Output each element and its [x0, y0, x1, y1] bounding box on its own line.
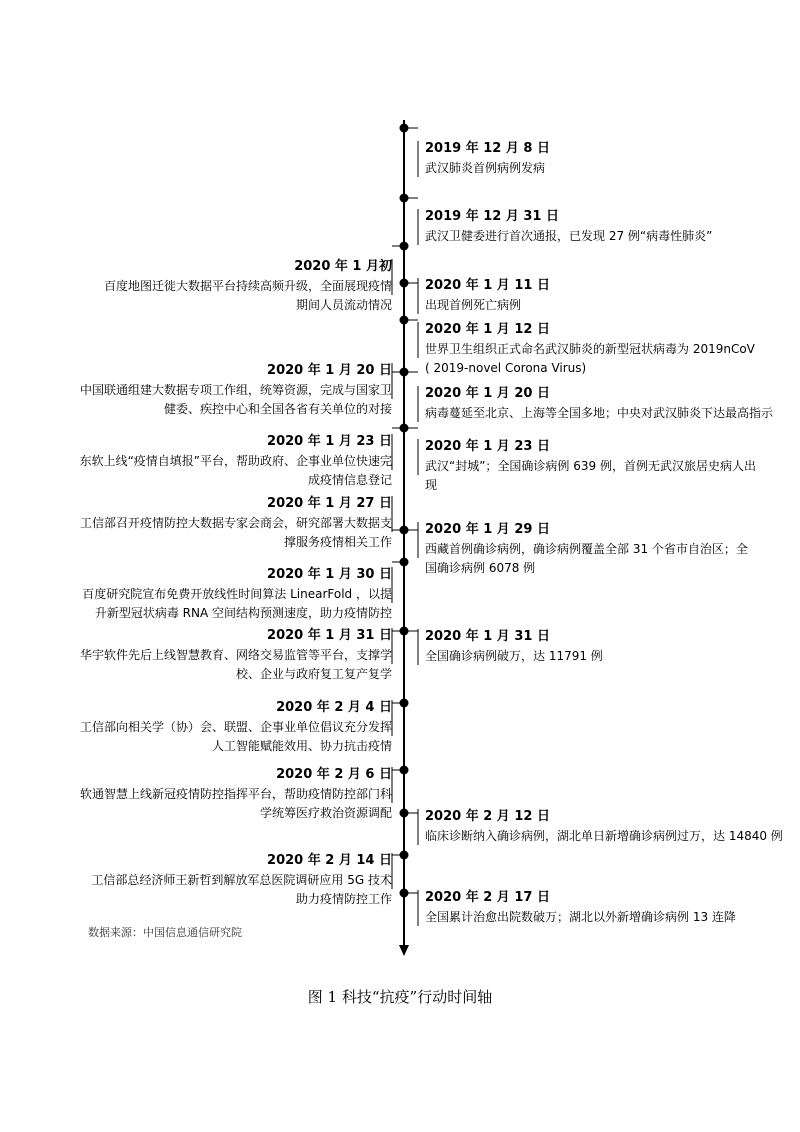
event-text: 病毒蔓延至北京、上海等全国多地；中央对武汉肺炎下达最高指示	[425, 406, 774, 420]
event-date: 2020 年 1 月 20 日	[267, 363, 392, 378]
timeline-event	[425, 437, 797, 495]
timeline-dot	[400, 851, 409, 860]
event-date: 2019 年 12 月 8 日	[425, 141, 550, 156]
timeline-event	[425, 384, 797, 423]
event-text: 武汉卫健委进行首次通报，已发现 27 例“病毒性肺炎”	[425, 229, 713, 243]
timeline-event	[40, 851, 392, 909]
event-text: 软通智慧上线新冠疫情防控指挥平台，帮助疫情防控部门科	[79, 787, 392, 801]
event-date: 2020 年 1 月 12 日	[425, 322, 550, 337]
timeline-event	[425, 139, 797, 178]
event-date: 2020 年 1 月 30 日	[267, 567, 392, 582]
event-date: 2019 年 12 月 31 日	[425, 209, 559, 224]
timeline-event	[40, 432, 392, 490]
event-text: 期间人员流动情况	[295, 298, 392, 312]
event-date: 2020 年 1 月 31 日	[267, 628, 392, 643]
event-text: 撑服务疫情相关工作	[283, 535, 392, 549]
event-text: 全国确诊病例破万，达 11791 例	[425, 649, 603, 663]
timeline-dot	[400, 558, 409, 567]
figure-caption: 图 1 科技“抗疫”行动时间轴	[307, 988, 493, 1006]
timeline-dot	[400, 766, 409, 775]
event-date: 2020 年 1 月 20 日	[425, 386, 550, 401]
event-text: 东软上线“疫情自填报”平台，帮助政府、企事业单位快速完	[79, 454, 392, 468]
event-text: 健委、疾控中心和全国各省有关单位的对接	[163, 402, 392, 416]
event-text: 工信部向相关学（协）会、联盟、企事业单位倡议充分发挥	[79, 720, 392, 734]
event-text: 世界卫生组织正式命名武汉肺炎的新型冠状病毒为 2019nCoV	[425, 342, 755, 356]
event-text: 工信部总经济师王新哲到解放军总医院调研应用 5G 技术	[91, 873, 392, 887]
event-date: 2020 年 1 月 29 日	[425, 522, 550, 537]
event-text: 出现首例死亡病例	[425, 298, 522, 312]
timeline-arrow	[399, 945, 409, 956]
timeline-event	[425, 520, 797, 578]
event-text: 武汉肺炎首例病例发病	[425, 161, 546, 175]
timeline-dot	[400, 124, 409, 133]
event-text: ( 2019-novel Corona Virus)	[425, 361, 587, 375]
event-date: 2020 年 1 月 27 日	[267, 496, 392, 511]
timeline-dot	[400, 279, 409, 288]
event-text: 武汉“封城”；全国确诊病例 639 例，首例无武汉旅居史病人出	[425, 459, 756, 473]
event-text: 西藏首例确诊病例，确诊病例覆盖全部 31 个省市自治区；全	[425, 542, 748, 556]
timeline-event	[425, 276, 797, 315]
event-date: 2020 年 2 月 14 日	[267, 853, 392, 868]
event-text: 校、企业与政府复工复产复学	[235, 667, 392, 681]
timeline-event	[425, 888, 797, 927]
timeline-dot	[400, 809, 409, 818]
timeline-dot	[400, 889, 409, 898]
event-text: 国确诊病例 6078 例	[425, 561, 536, 575]
timeline-event	[40, 361, 392, 419]
timeline-dot	[400, 699, 409, 708]
timeline-event	[40, 698, 392, 756]
event-text: 现	[425, 478, 438, 492]
event-text: 助力疫情防控工作	[295, 892, 392, 906]
timeline-event	[40, 257, 392, 315]
timeline-dot	[400, 316, 409, 325]
timeline-event	[425, 627, 797, 666]
timeline-event	[40, 494, 392, 552]
data-source-note: 数据来源：中国信息通信研究院	[88, 926, 242, 939]
timeline-event	[425, 207, 797, 246]
timeline-event	[40, 565, 392, 623]
event-text: 工信部召开疫情防控大数据专家会商会，研究部署大数据支	[79, 516, 392, 530]
event-text: 学统筹医疗救治资源调配	[259, 806, 392, 820]
event-text: 人工智能赋能效用、协力抗击疫情	[211, 739, 392, 753]
event-date: 2020 年 1 月 23 日	[425, 439, 550, 454]
event-date: 2020 年 1 月 23 日	[267, 434, 392, 449]
timeline-event	[40, 626, 392, 684]
event-date: 2020 年 1 月 11 日	[425, 278, 550, 293]
timeline-event	[425, 320, 797, 378]
timeline-event	[425, 807, 797, 846]
event-text: 成疫情信息登记	[307, 473, 392, 487]
event-date: 2020 年 1 月 31 日	[425, 629, 550, 644]
timeline-dot	[400, 242, 409, 251]
event-date: 2020 年 2 月 12 日	[425, 809, 550, 824]
event-date: 2020 年 1 月初	[294, 259, 392, 274]
event-text: 全国累计治愈出院数破万；湖北以外新增确诊病例 13 连降	[425, 910, 736, 924]
event-text: 中国联通组建大数据专项工作组，统筹资源，完成与国家卫	[79, 383, 392, 397]
event-text: 升新型冠状病毒 RNA 空间结构预测速度，助力疫情防控	[94, 606, 392, 620]
event-text: 百度地图迁徙大数据平台持续高频升级，全面展现疫情	[103, 279, 392, 293]
event-text: 华宇软件先后上线智慧教育、网络交易监管等平台，支撑学	[79, 648, 392, 662]
event-date: 2020 年 2 月 6 日	[276, 767, 392, 782]
event-text: 百度研究院宣布免费开放线性时间算法 LinearFold ，以提	[82, 587, 392, 601]
event-date: 2020 年 2 月 17 日	[425, 890, 550, 905]
event-date: 2020 年 2 月 4 日	[276, 700, 392, 715]
event-text: 临床诊断纳入确诊病例，湖北单日新增确诊病例过万，达 14840 例	[425, 829, 783, 843]
timeline-dot	[400, 194, 409, 203]
timeline-event	[40, 765, 392, 823]
